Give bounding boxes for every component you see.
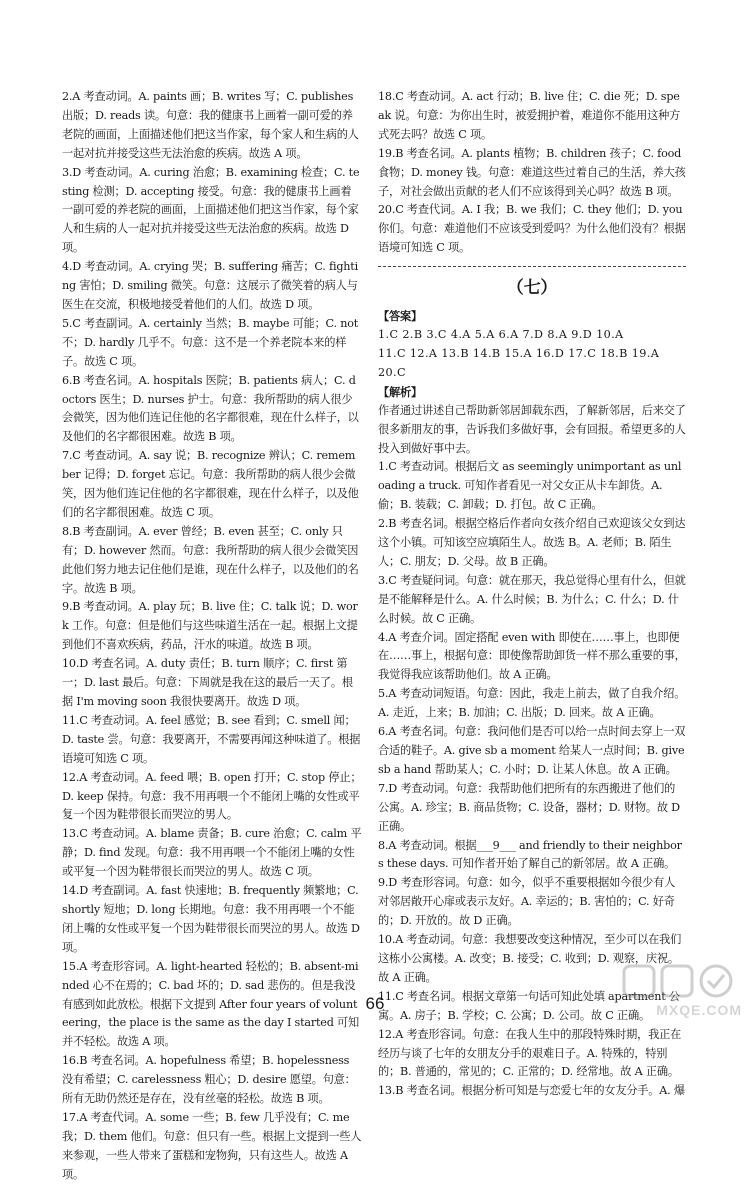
answers-heading: 【答案】 xyxy=(378,309,422,324)
explanation-item: 7.D 考查动词。句意：我帮助他们把所有的东西搬进了他们的公寓。A. 珍宝；B. 商品货物；C. 设备，器材；D. 财物。故 D 正确。 xyxy=(378,781,680,833)
page-number: 66 xyxy=(365,994,385,1013)
explanation-item: 6.A 考查名词。句意：我问他们是否可以给一点时间去穿上一双合适的鞋子。A. give sb a moment 给某人一点时间；B. give sb a hand 帮助某人；C. 小时；D. 让某人休息。故 A 正确。 xyxy=(378,725,686,776)
answers-line: 11.C 12.A 13.B 14.B 15.A 16.D 17.C 18.B 19.A xyxy=(378,346,660,360)
explanation-item: 2.B 考查名词。根据空格后作者向女孩介绍自己欢迎该父女到达这个小镇。可知该空应填陌生人。故选 B。A. 老师；B. 陌生人；C. 朋友；D. 父母。故 B 正确。 xyxy=(378,517,686,568)
explanation-item: 12.A 考查动词。A. feed 喂；B. open 打开；C. stop 停止；D. keep 保持。句意：我不用再喂一个不能闭上嘴的女性或平复一个因为鞋带很长而哭泣的男人。 xyxy=(62,770,362,822)
explanation-item: 15.A 考查形容词。A. light-hearted 轻松的；B. absent-minded 心不在焉的；C. bad 坏的；D. sad 悲伤的。但是我没有感到如此放松。根据下文提到 After four years of volunteering，the place is the same as the day I started 可知并不轻松。故选 A 项。 xyxy=(62,959,359,1049)
explanation-item: 12.A 考查形容词。句意：在我人生中的那段特殊时期，我正在经历与谈了七年的女朋友分手的艰难日子。A. 特殊的，特别的；B. 普通的，常见的；C. 正常的；D. 经常地。故 A 正确。 xyxy=(378,1027,682,1079)
explanation-item: 3.C 考查疑问词。句意：就在那天，我总觉得心里有什么，但就是不能解释是什么。A. 什么时候；B. 为什么；C. 什么；D. 什么时候。故 C 正确。 xyxy=(378,573,686,625)
explanation-item: 13.B 考查名词。根据分析可知是与恋爱七年的女友分手。A. 爆 xyxy=(378,1084,685,1098)
explanation-item: 10.A 考查动词。句意：我想要改变这种情况，至少可以在我们这栋小公寓楼。A. 改变；B. 接受；C. 收到；D. 观察，庆祝。故 A 正确。 xyxy=(378,933,682,984)
explanation-item: 8.A 考查动词。根据___9___ and friendly to their neighbors these days. 可知作者开始了解自己的新邻居。故 A 正确。 xyxy=(378,838,682,871)
explanation-item: 4.A 考查介词。固定搭配 even with 即使在……事上，也即便在……事上，根据句意：即使像帮助卸货一样不那么重要的事，我觉得我应该帮助他们。故 A 正确。 xyxy=(378,630,686,682)
watermark-logo-icon xyxy=(616,962,742,1006)
explanation-item: 8.B 考查副词。A. ever 曾经；B. even 甚至；C. only 只有；D. however 然而。句意：我所帮助的病人很少会微笑因此他们努力地去记住他们是谁，现在什么样子，以及他们的名字。故选 B 项。 xyxy=(62,524,359,595)
explanation-item: 17.A 考查代词。A. some 一些；B. few 几乎没有；C. me 我；D. them 他们。句意：但只有一些。根据上文提到一些人来参观，一些人带来了蛋糕和宠物狗，只有这些人。故选 A 项。 xyxy=(62,1110,362,1181)
explanation-item: 1.C 考查动词。根据后文 as seemingly unimportant as unloading a truck. 可知作者看见一对父女正从卡车卸货。A. 偷；B. 装载；C. 卸载；D. 打包。故 C 正确。 xyxy=(378,460,682,512)
right-column xyxy=(378,88,686,1101)
explanation-item: 9.D 考查形容词。句意：如今，似乎不重要根据如今很少有人对邻居敞开心扉或表示友好。A. 幸运的；B. 害怕的；C. 好奇的；D. 开放的。故 D 正确。 xyxy=(378,876,676,928)
explanation-item: 16.B 考查名词。A. hopefulness 希望；B. hopelessness 没有希望；C. carelessness 粗心；D. desire 愿望。句意：所有无助仍然还是存在，没有丝毫的轻松。故选 B 项。 xyxy=(62,1054,356,1106)
left-column xyxy=(62,88,362,1185)
watermark-text: MXQE.COM xyxy=(656,1002,742,1018)
explanation-item: 5.A 考查动词短语。句意：因此，我走上前去，做了自我介绍。A. 走近，上来；B. 加油；C. 出版；D. 回来。故 A 正确。 xyxy=(378,687,686,720)
explanation-item: 11.C 考查动词。A. feel 感觉；B. see 看到；C. smell 闻；D. taste 尝。句意：我要离开，不需要再闻这种味道了。根据语境可知选 C 项。 xyxy=(62,713,361,765)
explanation-item: 6.B 考查名词。A. hospitals 医院；B. patients 病人；C. doctors 医生；D. nurses 护士。句意：我所帮助的病人很少会微笑，因为他们连记住他的名字都很难，现在什么样子，以及他们的名字都很困难。故选 B 项。 xyxy=(62,373,359,444)
explanation-item: 19.B 考查名词。A. plants 植物；B. children 孩子；C. food 食物；D. money 钱。句意：难道这些过着自己的生活，养大孩子，对社会做出贡献的老人们不应该得到关心吗？故选 B 项。 xyxy=(378,146,686,198)
explanation-item: 18.C 考查动词。A. act 行动；B. live 住；C. die 死；D. speak 说。句意：为你出生时，被爱拥护着，难道你不能用这种方式死去吗？故选 C 项。 xyxy=(378,90,681,141)
explanation-item: 5.C 考查副词。A. certainly 当然；B. maybe 可能；C. not 不；D. hardly 几乎不。句意：这不是一个养老院本来的样子。故选 C 项。 xyxy=(62,316,359,368)
explanation-item: 9.B 考查动词。A. play 玩；B. live 住；C. talk 说；D. work 工作。句意：但是他们与这些味道生活在一起。根据上文提到他们不喜欢疾病，药品，汗水的味道。故选 B 项。 xyxy=(62,600,358,652)
explanation-item: 11.C 考查名词。根据文章第一句话可知此处填 apartment 公寓。A. 房子；B. 学校；C. 公寓；D. 公司。故 C 正确。 xyxy=(378,989,680,1022)
explanation-item: 14.D 考查副词。A. fast 快速地；B. frequently 频繁地；C. shortly 短地；D. long 长期地。句意：我不用再喂一个不能闭上嘴的女性或平复一个因为鞋带很长而哭泣的男人。故选 D 项。 xyxy=(62,884,360,954)
answers-line: 20.C xyxy=(378,365,406,379)
explanation-item: 2.A 考查动词。A. paints 画；B. writes 写；C. publishes 出版；D. reads 读。句意：我的健康书上画着一副可爱的养老院的画面，上面描述他们把这当作家，每个家人和生病的人一起对抗并接受这些无法治愈的疾病。故选 A 项。 xyxy=(62,90,359,160)
section-title: （七） xyxy=(506,278,558,299)
explanation-item: 7.C 考查动词。A. say 说；B. recognize 辨认；C. remember 记得；D. forget 忘记。句意：我所帮助的病人很少会微笑，因为他们连记住他的名字都很难，现在什么样子，以及他们的名字都很困难。故选 C 项。 xyxy=(62,449,359,519)
explanation-item: 13.C 考查动词。A. blame 责备；B. cure 治愈；C. calm 平静；D. find 发现。句意：我不用再喂一个不能闭上嘴的女性或平复一个因为鞋带很长而哭泣的男人。故选 C 项。 xyxy=(62,827,362,879)
explanation-item: 10.D 考查名词。A. duty 责任；B. turn 顺序；C. first 第一；D. last 最后。句意：下周就是我在这的最后一天了。根据 I'm moving soon 我很快要离开。故选 D 项。 xyxy=(62,657,353,708)
analysis-heading: 【解析】 xyxy=(378,384,422,399)
answers-line: 1.C 2.B 3.C 4.A 5.A 6.A 7.D 8.A 9.D 10.A xyxy=(378,328,624,342)
analysis-intro: 作者通过讲述自己帮助新邻居卸载东西，了解新邻居，后来交了很多新朋友的事，告诉我们多做好事，会有回报。希望更多的人投入到做好事中去。 xyxy=(378,403,686,455)
explanation-item: 20.C 考查代词。A. I 我；B. we 我们；C. they 他们；D. you 你们。句意：难道他们不应该受到爱吗？为什么他们没有？根据语境可知选 C 项。 xyxy=(378,203,686,255)
watermark-logo xyxy=(616,962,742,1022)
section-divider xyxy=(378,266,686,267)
explanation-item: 3.D 考查动词。A. curing 治愈；B. examining 检查；C. testing 检测；D. accepting 接受。句意：我的健康书上画着一副可爱的养老院的画面，上面描述他们把这当作家，每个家人和生病的人一起对抗并接受这些无法治愈的疾病。故选 D 项。 xyxy=(62,165,360,255)
explanation-item: 4.D 考查动词。A. crying 哭；B. suffering 痛苦；C. fighting 害怕；D. smiling 微笑。句意：这展示了微笑着的病人与医生在交流，积极地接受着他们的人们。故选 D 项。 xyxy=(62,260,358,311)
